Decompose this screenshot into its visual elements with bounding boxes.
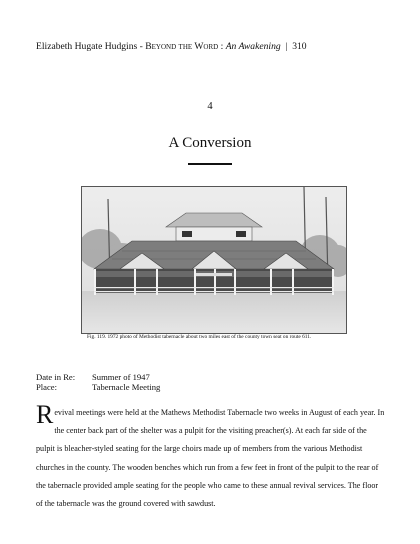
header-page-separator: | [280, 41, 293, 52]
running-header [36, 41, 307, 52]
date-value: Summer of 1947 [92, 372, 150, 382]
place-value: Tabernacle Meeting [92, 382, 161, 392]
header-separator: - [137, 41, 146, 52]
place-label: Place: [36, 382, 57, 392]
header-page-number: 310 [292, 41, 307, 52]
header-book-subtitle: An Awakening [225, 41, 281, 52]
place-line [36, 382, 160, 392]
chapter-number: 4 [207, 101, 213, 112]
header-book-title: Beyond the Word [145, 41, 219, 52]
header-author: Elizabeth Hugate Hudgins [36, 41, 138, 52]
paragraph-text: evival meetings were held at the Mathews Methodist Tabernacle two weeks in August of each year. In the center back part of the shelter was a pulpit for the visiting preacher(s). At each far side of the pulpit is bleacher-styled seating for the large choirs made up of members from the various Methodist churches in the county. The wooden benches which run from a few feet in front of the pulpit to the rear of the tabernacle provided ample seating for the people who came to these annual revival services. The floor of the tabernacle was the ground covered with sawdust. [36, 408, 385, 509]
date-label: Date in Re: [36, 372, 76, 382]
date-line [36, 372, 150, 382]
body-paragraph [36, 400, 386, 513]
drop-cap: R [36, 400, 54, 429]
chapter-title: A Conversion [168, 135, 252, 151]
figure-caption: Fig. 119. 1972 photo of Methodist tabernacle about two miles east of the county town seat on route 611. [87, 334, 312, 340]
title-rule [188, 163, 232, 165]
header-colon: : [218, 41, 226, 52]
tabernacle-photo [81, 186, 347, 334]
